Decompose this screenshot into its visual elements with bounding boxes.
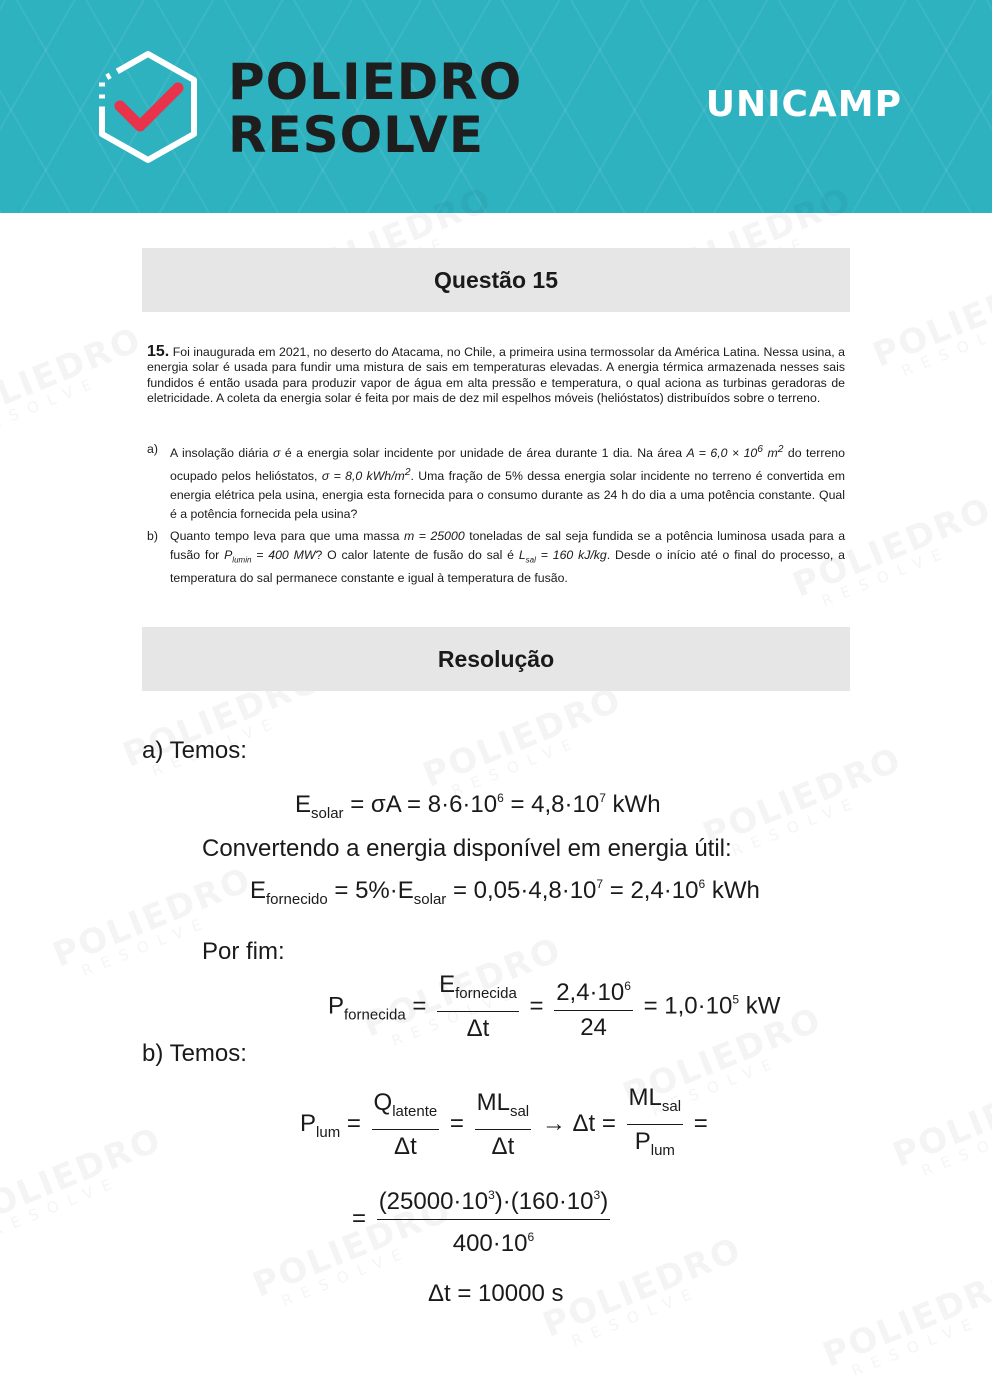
brand-logo-text xyxy=(228,53,523,164)
header-banner xyxy=(0,0,992,213)
fraction: $\frac{ML_{sal}}{P_{lum}}$ xyxy=(628,1084,682,1159)
equation-supplied-power: $P_{fornecida}$ = $\frac{E_{fornecida}}{\Delta t}$ = $\frac{2,4\cdot 10^6}{24}$ = $1,0\cdot 10^5$ kW xyxy=(328,971,781,1042)
item-b-text: Quanto tempo leva para que uma massa m = 25000 toneladas de sal seja fundida se a potência luminosa usada para a fusão for $P_{lumin} = 400$ MW? O calor latente de fusão do sal é $L_{sal} = 160$ kJ/kg. Desde o início até o final do processo, a temperatura do sal permanece constante e igual à temperatura de fusão. xyxy=(170,529,846,586)
watermark xyxy=(0,1122,172,1246)
question-title-bar xyxy=(142,248,850,312)
resolution-title-bar xyxy=(142,627,850,691)
finally-text: Por fim: xyxy=(202,938,285,965)
question-item-b xyxy=(147,527,845,588)
watermark xyxy=(818,1262,992,1386)
equation-luminous-power: $P_{lum}$ = $\frac{Q_{latente}}{\Delta t}$ = $\frac{ML_{sal}}{\Delta t}$ → Δt = $\frac{ML_{sal}}{P_{lum}}$ = xyxy=(300,1083,708,1166)
fraction: $\frac{(25000\cdot 10^3)\cdot(160\cdot 10^3)}{400\cdot 10^6}$ xyxy=(377,1180,611,1259)
hexagon-checkmark-icon xyxy=(94,50,202,164)
question-title: Questão 15 xyxy=(434,266,558,293)
item-label: b) xyxy=(147,529,158,543)
part-a-label: a) Temos: xyxy=(142,737,247,764)
resolution-title: Resolução xyxy=(437,645,555,672)
fraction: $\frac{2,4\cdot 10^6}{24}$ xyxy=(554,971,633,1043)
equation-supplied-energy: $E_{fornecido} = 5\%\cdot E_{solar} = 0,05\cdot 4,8\cdot 10^7 = 2,4\cdot 10^6$ kWh xyxy=(250,877,760,908)
question-item-a xyxy=(147,440,845,524)
watermark xyxy=(48,862,262,986)
question-intro xyxy=(147,344,845,407)
converting-text: Convertendo a energia disponível em energia útil: xyxy=(202,835,732,862)
brand-line-1: POLIEDRO xyxy=(228,53,523,111)
equation-solar-energy: $E_{solar} = \sigma A = 8\cdot 6\cdot 10^6 = 4,8\cdot 10^7$ kWh xyxy=(295,791,661,822)
fraction: $\frac{E_{fornecida}}{\Delta t}$ xyxy=(439,971,517,1042)
watermark xyxy=(888,1062,992,1186)
question-number: 15. xyxy=(147,343,170,360)
part-b-label: b) Temos: xyxy=(142,1040,247,1067)
watermark xyxy=(868,262,992,386)
watermark xyxy=(0,322,152,446)
equation-time-result: Δt = 10000 s xyxy=(428,1280,564,1307)
item-a-text: A insolação diária σ é a energia solar incidente por unidade de área durante 1 dia. Na área $A = 6,0 \times 10^6$ $m^2$ do terreno ocupado pelos helióstatos, σ = 8,0 kWh/$m^2$. Uma fração de 5% dessa energia solar incidente no terreno é convertida em energia elétrica pela usina, energia esta fornecida para o consumo durante as 24 h do dia a uma potência constante. Qual é a potência fornecida pela usina? xyxy=(170,444,845,522)
fraction: $\frac{ML_{sal}}{\Delta t}$ xyxy=(476,1088,530,1160)
brand-line-2: RESOLVE xyxy=(228,106,484,164)
question-intro-text: Foi inaugurada em 2021, no deserto do Atacama, no Chile, a primeira usina termossolar da América Latina. Nessa usina, a energia solar é usada para fundir uma mistura de sais em temperaturas elevadas. A energia térmica armazenada nesses sais fundidos é então usada para produzir vapor de água em alta pressão e temperatura, o qual aciona as turbinas geradoras de eletricidade. A coleta da energia solar é feita por mais de dez mil espelhos móveis (helióstatos) distribuídos sobre o terreno. xyxy=(147,345,845,406)
item-label: a) xyxy=(147,442,158,456)
exam-name: UNICAMP xyxy=(705,84,902,125)
equation-time-substitution: = $\frac{(25000\cdot 10^3)\cdot(160\cdot 10^3)}{400\cdot 10^6}$ xyxy=(352,1180,614,1259)
fraction: $\frac{Q_{latente}}{\Delta t}$ xyxy=(373,1088,438,1160)
